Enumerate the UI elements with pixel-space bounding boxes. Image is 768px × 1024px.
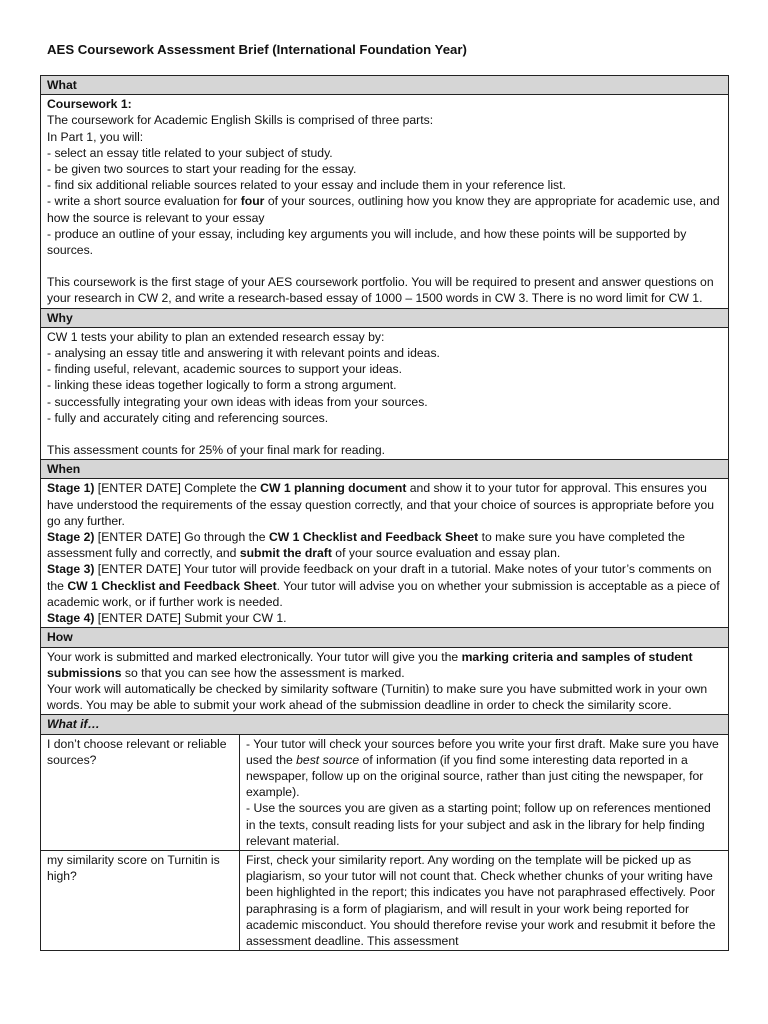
why-intro: CW 1 tests your ability to plan an extended research essay by: [47, 329, 385, 344]
why-paragraph: This assessment counts for 25% of your final mark for reading. [47, 443, 386, 458]
why-bullet-4: - successfully integrating your own ideas with ideas from your sources. [47, 394, 428, 409]
what-paragraph: This coursework is the first stage of your AES coursework portfolio. You will be required to present and answer questions on your research in CW 2, and write a research-based essay of 1000 – 1500 words in CW 3. There is no word limit for CW 1. [47, 275, 714, 306]
why-bullet-5: - fully and accurately citing and referencing sources. [47, 410, 329, 425]
section-body-what [41, 95, 729, 308]
what-bullet-1: - select an essay title related to your subject of study. [47, 145, 333, 160]
what-part1: In Part 1, you will: [47, 129, 144, 144]
what-intro: The coursework for Academic English Skills is comprised of three parts: [47, 113, 434, 128]
what-bullet-5: - produce an outline of your essay, including key arguments you will include, and how these points will be supported by sources. [47, 226, 687, 258]
stage-4: Stage 4) [ENTER DATE] Submit your CW 1. [47, 611, 287, 626]
what-if-row [41, 734, 729, 850]
what-bullet-4: - write a short source evaluation for four of your sources, outlining how you know they are appropriate for academic use, and how the source is relevant to your essay [47, 194, 720, 225]
section-body-when [41, 479, 729, 628]
what-if-question: I don’t choose relevant or reliable sources? [41, 734, 240, 850]
section-header-what-if: What if… [41, 715, 729, 734]
why-bullet-1: - analysing an essay title and answering it with relevant points and ideas. [47, 346, 440, 361]
section-body-why [41, 327, 729, 459]
stage-2: Stage 2) [ENTER DATE] Go through the CW 1 Checklist and Feedback Sheet to make sure you have completed the assessment fully and correctly, and submit the draft of your source evaluation and essay plan. [47, 530, 685, 561]
why-bullet-3: - linking these ideas together logically to form a strong argument. [47, 378, 397, 393]
document-title: AES Coursework Assessment Brief (International Foundation Year) [47, 42, 467, 57]
section-header-how: How [41, 628, 729, 647]
how-paragraph-1: Your work is submitted and marked electronically. Your tutor will give you the marking criteria and samples of student submissions so that you can see how the assessment is marked. [47, 649, 693, 680]
assessment-brief-table [40, 75, 729, 951]
section-header-what: What [41, 76, 729, 95]
stage-1: Stage 1) [ENTER DATE] Complete the CW 1 planning document and show it to your tutor for approval. This ensures you have understood the requirements of the essay question correctly, and that your choice of sources is appropriate before you go any further. [47, 481, 715, 528]
section-body-how [41, 647, 729, 715]
what-if-row [41, 850, 729, 950]
what-if-answer: First, check your similarity report. Any wording on the template will be picked up as plagiarism, so your tutor will not count that. Check whether chunks of your writing have been highlighted in the report; this indicates you have not paraphrased effectively. Poor paraphrasing is a form of plagiarism, and will result in your work being reported for academic misconduct. You should therefore revise your work and resubmit it before the assessment deadline. This assessment [240, 850, 729, 950]
section-header-why: Why [41, 308, 729, 327]
what-if-question: my similarity score on Turnitin is high? [41, 850, 240, 950]
how-paragraph-2: Your work will automatically be checked by similarity software (Turnitin) to make sure you have submitted work in your own words. You may be able to submit your work ahead of the submission deadline in order to check the similarity score. [47, 681, 708, 713]
what-bullet-2: - be given two sources to start your reading for the essay. [47, 162, 357, 177]
what-bullet-3: - find six additional reliable sources related to your essay and include them in your reference list. [47, 178, 566, 193]
what-if-answer: - Your tutor will check your sources before you write your first draft. Make sure you have used the best source of information (if you find some interesting data reported in a newspaper, follow up on the original source, rather than just citing the newspaper, for example). - Use the sources you are given as a starting point; follow up on references mentioned in the texts, consult reading lists for your subject and ask in the library for help finding relevant material. [240, 734, 729, 850]
stage-3: Stage 3) [ENTER DATE] Your tutor will provide feedback on your draft in a tutorial. Make notes of your tutor’s comments on the CW 1 Checklist and Feedback Sheet. Your tutor will advise you on whether your submission is acceptable as a piece of academic work, or if further work is needed. [47, 562, 720, 609]
section-header-when: When [41, 460, 729, 479]
coursework-heading: Coursework 1: [47, 97, 132, 112]
why-bullet-2: - finding useful, relevant, academic sources to support your ideas. [47, 362, 402, 377]
